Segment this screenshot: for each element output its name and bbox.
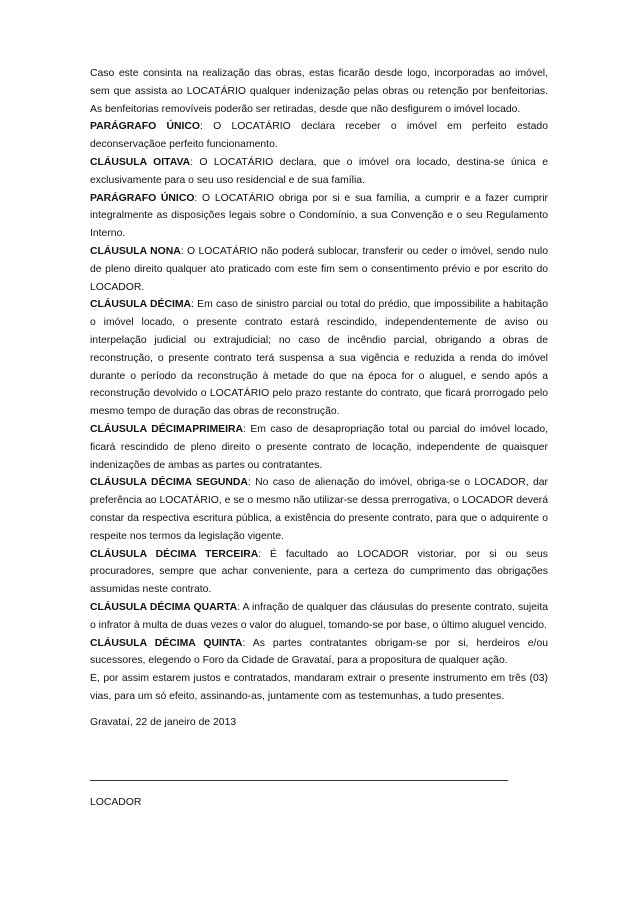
paragraph-text: : Em caso de sinistro parcial ou total do prédio, que impossibilite a habitação o imóvel locado, o presente contrato estará rescindido, independentemente de aviso ou interpelação judicial ou extrajudicial; no caso de incêndio parcial, obrigando a obras de reconstrução, o presente contrato terá suspensa a sua vigência e reduzida a renda do imóvel durante o período da reconstrução à metade do que na época for o aluguel, e sendo após a reconstrução devolvido o LOCATÁRIO pelo prazo restante do contrato, que ficará prorrogado pelo mesmo tempo de duração das obras de reconstrução. bbox=[90, 299, 548, 418]
clause-decima bbox=[90, 296, 548, 421]
paragraph-text: : Em caso de desapropriação total ou parcial do imóvel locado, ficará rescindido de pleno direito o presente contrato de locação, independente de quaisquer indenizações de ambas as partes ou contratantes. bbox=[90, 423, 548, 471]
clause-nona bbox=[90, 243, 548, 296]
clause-heading: PARÁGRAFO ÚNICO bbox=[90, 192, 195, 204]
clause-heading: CLÁUSULA DÉCIMA SEGUNDA bbox=[90, 477, 248, 489]
paragraph-unico-1 bbox=[90, 118, 548, 154]
clause-decima-quarta bbox=[90, 599, 548, 635]
paragraph-text: : A infração de qualquer das cláusulas do presente contrato, sujeita o infrator à multa de duas vezes o valor do aluguel, tomando-se por base, o último aluguel vencido. bbox=[90, 601, 548, 631]
signature-line bbox=[90, 780, 508, 781]
paragraph-text: : O LOCATÁRIO não poderá sublocar, transferir ou ceder o imóvel, sendo nulo de pleno direito qualquer ato praticado com este fim sem o consentimento prévio e por escrito do LOCADOR. bbox=[90, 245, 548, 293]
clause-heading: CLÁUSULA DÉCIMA QUINTA bbox=[90, 637, 243, 649]
clause-oitava bbox=[90, 154, 548, 190]
signer-label: LOCADOR bbox=[90, 797, 142, 808]
clause-decima-segunda bbox=[90, 474, 548, 545]
paragraph-obras bbox=[90, 65, 548, 118]
paragraph-text: : O LOCATÁRIO declara receber o imóvel em perfeito estado deconservaçãoe perfeito funcionamento. bbox=[90, 121, 548, 151]
clause-heading: PARÁGRAFO ÚNICO bbox=[90, 121, 200, 133]
paragraph-text: Caso este consinta na realização das obras, estas ficarão desde logo, incorporadas ao imóvel, sem que assista ao LOCATÁRIO qualquer indenização pelas obras ou retenção por benfeitorias. As benfeitorias removíveis poderão ser retiradas, desde que não desfigurem o imóvel locado. bbox=[90, 68, 548, 115]
clause-heading: CLÁUSULA DÉCIMA QUARTA bbox=[90, 601, 238, 613]
clause-decima-primeira bbox=[90, 421, 548, 474]
paragraph-text: : O LOCATÁRIO declara, que o imóvel ora locado, destina-se única e exclusivamente para o seu uso residencial e de sua família. bbox=[90, 156, 548, 186]
clause-heading: CLÁUSULA OITAVA bbox=[90, 156, 191, 168]
paragraph-text: : No caso de alienação do imóvel, obriga-se o LOCADOR, dar preferência ao LOCATÁRIO, e se o mesmo não utilizar-se dessa prerrogativa, o LOCADOR deverá constar da respectiva escritura pública, a existência do presente contrato, para que o adquirente o respeite nos termos da legislação vigente. bbox=[90, 477, 549, 542]
document-page bbox=[90, 65, 548, 731]
paragraph-text: : É facultado ao LOCADOR vistoriar, por si ou seus procuradores, sempre que achar conveniente, para a certeza do cumprimento das obrigações assumidas neste contrato. bbox=[90, 548, 548, 596]
clause-decima-terceira bbox=[90, 546, 548, 599]
place-date: Gravataí, 22 de janeiro de 2013 bbox=[90, 716, 237, 728]
contract-body bbox=[90, 65, 548, 706]
clause-heading: CLÁUSULA DÉCIMAPRIMEIRA bbox=[90, 423, 243, 435]
paragraph-text: E, por assim estarem justos e contratados, mandaram extrair o presente instrumento em três (03) vias, para um só efeito, assinando-as, juntamente com as testemunhas, a tudo presentes. bbox=[90, 673, 548, 702]
paragraph-final bbox=[90, 670, 548, 706]
paragraph-text: : As partes contratantes obrigam-se por si, herdeiros e/ou sucessores, elegendo o Foro da Cidade de Gravataí, para a propositura de qualquer ação. bbox=[90, 637, 548, 667]
clause-heading: CLÁUSULA NONA bbox=[90, 245, 181, 257]
clause-heading: CLÁUSULA DÉCIMA bbox=[90, 299, 191, 311]
clause-heading: CLÁUSULA DÉCIMA TERCEIRA bbox=[90, 548, 259, 560]
clause-decima-quinta bbox=[90, 635, 548, 671]
paragraph-text: : O LOCATÁRIO obriga por si e sua família, a cumprir e a fazer cumprir integralmente as disposições legais sobre o Condomínio, a sua Convenção e o seu Regulamento Interno. bbox=[90, 192, 549, 240]
paragraph-unico-2 bbox=[90, 190, 548, 243]
